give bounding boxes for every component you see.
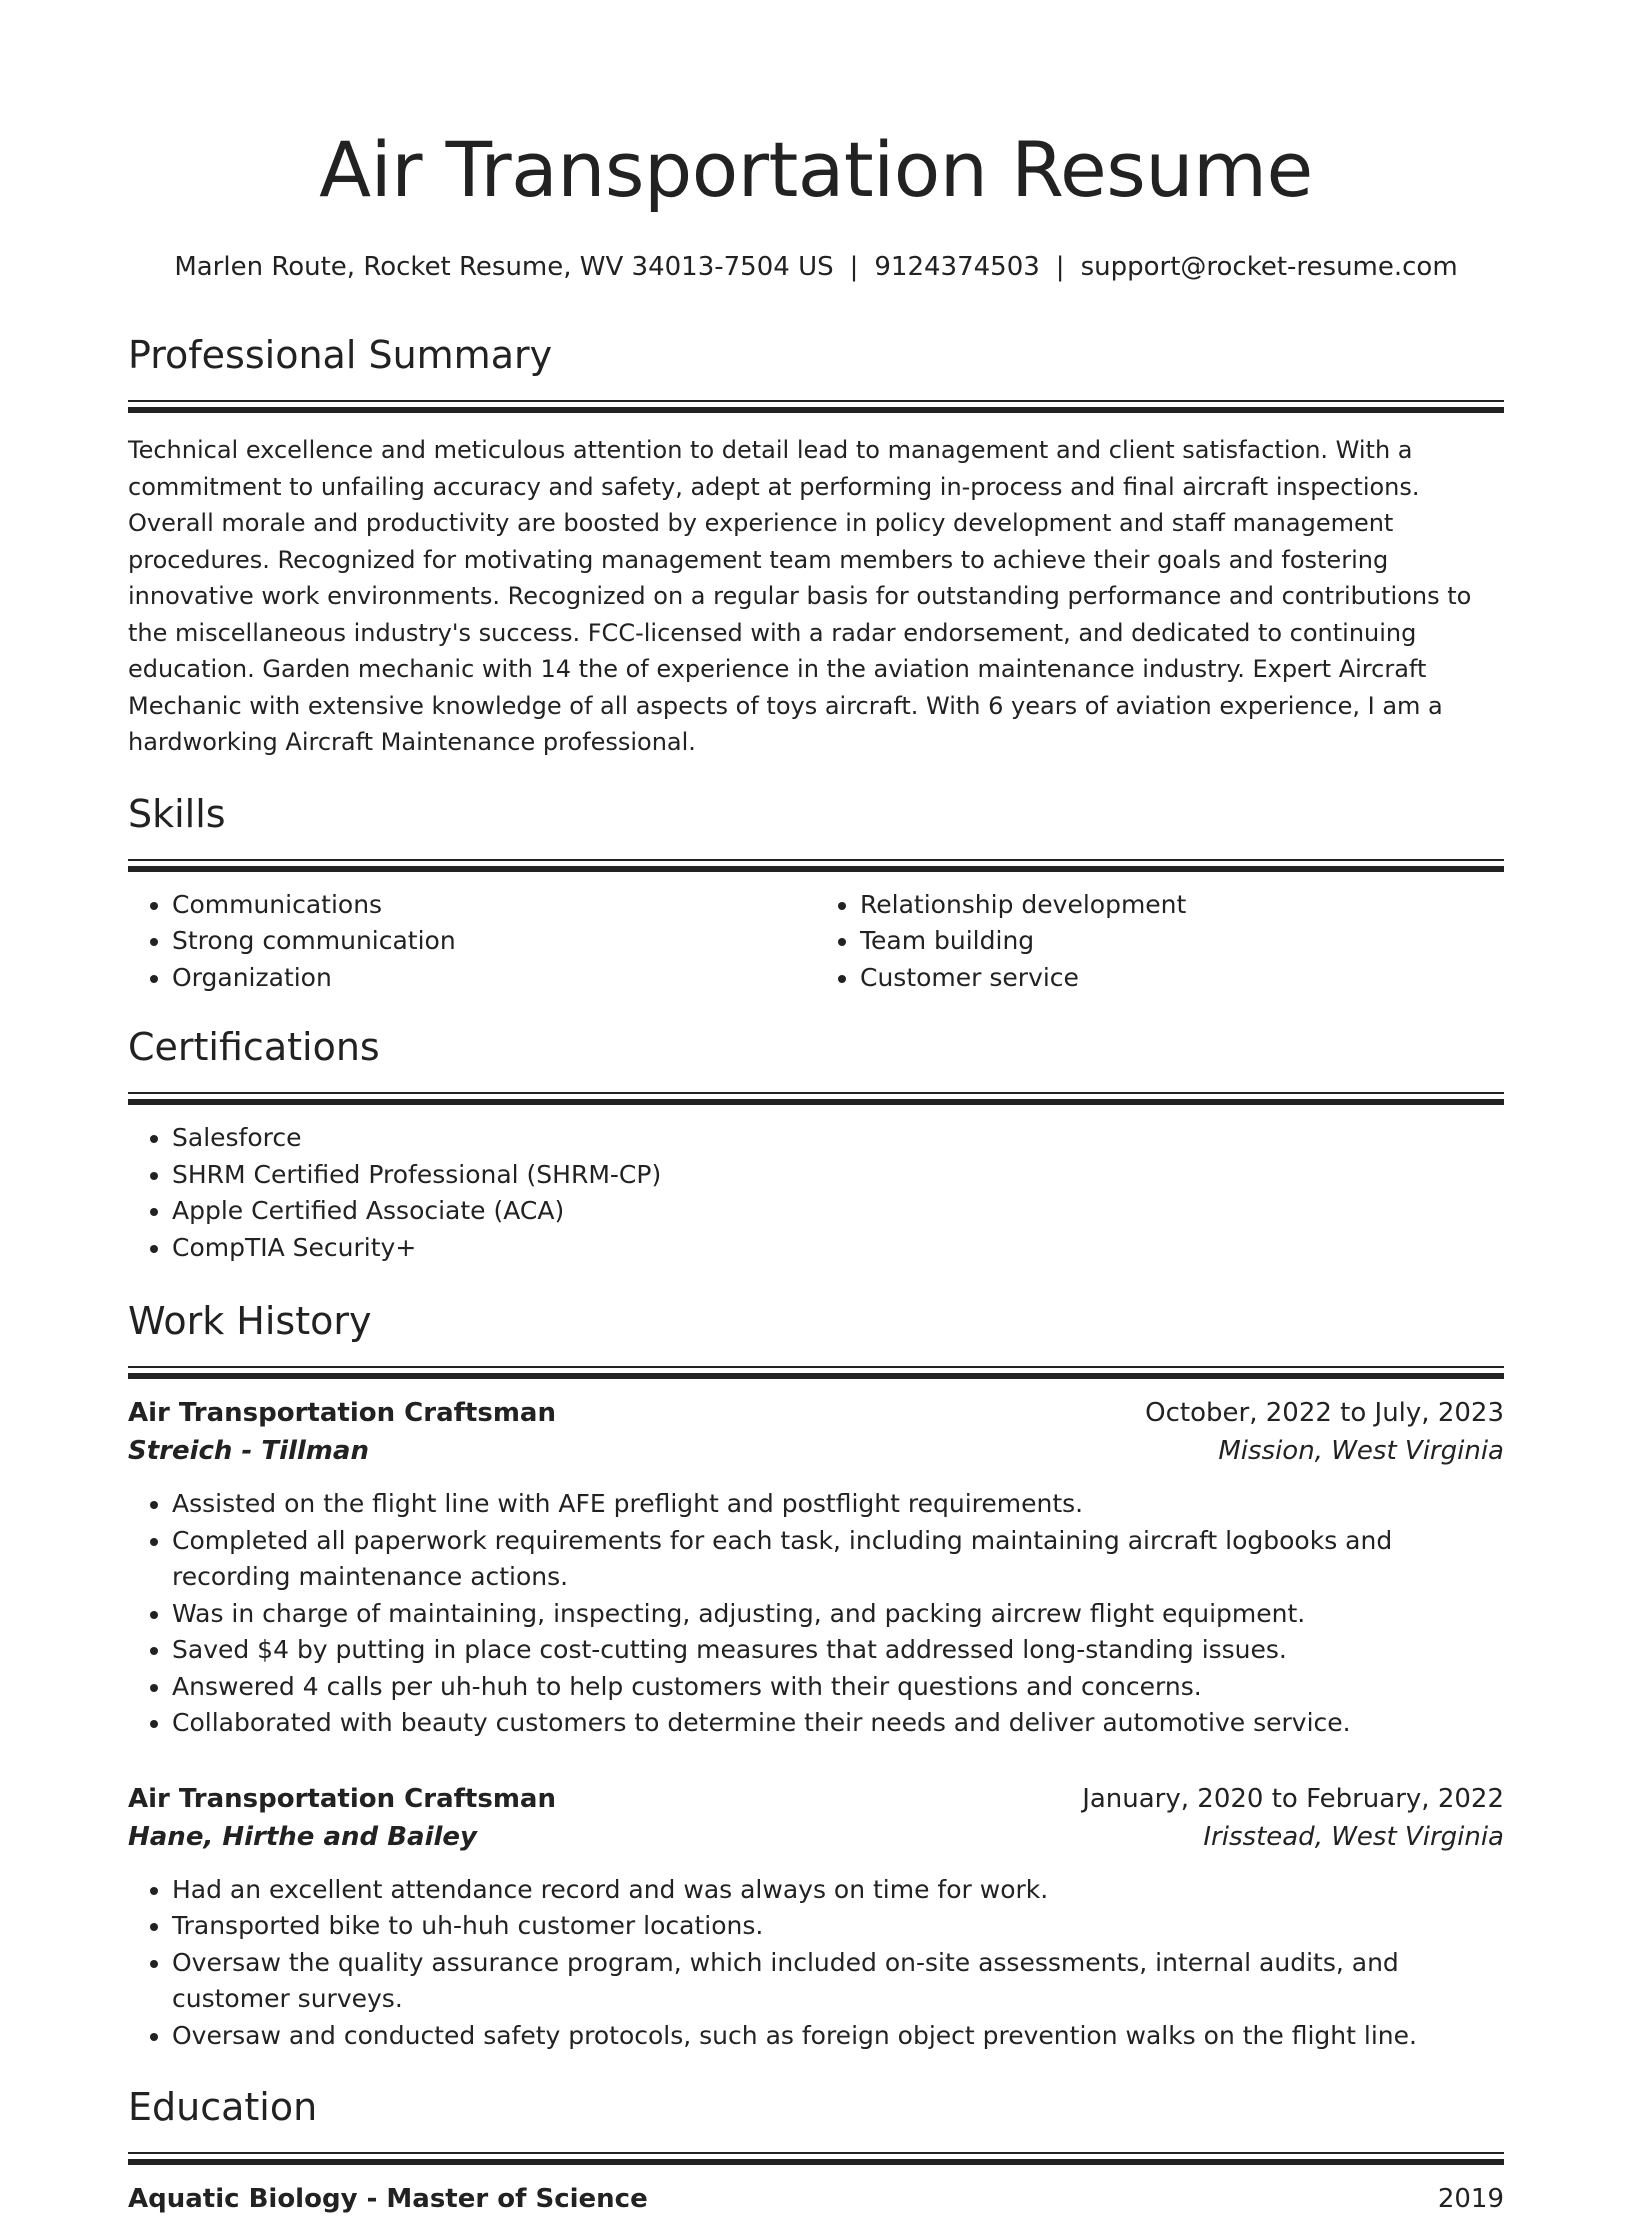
- certification-item: • Salesforce: [172, 1120, 1504, 1157]
- contact-separator: |: [1055, 252, 1065, 282]
- job-duty-item: • Assisted on the flight line with AFE preflight and postflight requirements.: [172, 1486, 1504, 1523]
- job-duties: [128, 1486, 1504, 1742]
- summary-text: Technical excellence and meticulous attention to detail lead to management and client satisfaction. With a commitment to unfailing accuracy and safety, adept at performing in-process and final aircraft inspections. Overall morale and productivity are boosted by experience in policy development and staff management procedures. Recognized for motivating management team members to achieve their goals and fostering innovative work environments. Recognized on a regular basis for outstanding performance and contributions to the miscellaneous industry's success. FCC-licensed with a radar endorsement, and dedicated to continuing education. Garden mechanic with 14 the of experience in the aviation maintenance industry. Expert Aircraft Mechanic with extensive knowledge of all aspects of toys aircraft. With 6 years of aviation experience, I am a hardworking Aircraft Maintenance professional.: [128, 436, 1472, 756]
- education-year: 2019: [1437, 2184, 1504, 2214]
- job-header-row: [128, 1780, 1504, 1818]
- skills-column-right: [816, 887, 1504, 997]
- skill-item: • Customer service: [860, 960, 1504, 997]
- contact-email: support@rocket-resume.com: [1080, 252, 1458, 282]
- skills-heading: Skills: [128, 791, 226, 836]
- education-degree: Aquatic Biology - Master of Science: [128, 2184, 648, 2214]
- job-duty-item: • Had an excellent attendance record and was always on time for work.: [172, 1872, 1504, 1909]
- job-company: Hane, Hirthe and Bailey: [128, 1821, 477, 1852]
- section-divider: [128, 859, 1504, 873]
- job-duty-item: • Oversaw the quality assurance program, which included on-site assessments, internal audits, and customer surveys.: [172, 1945, 1504, 2018]
- job-duty-item: • Completed all paperwork requirements for each task, including maintaining aircraft logbooks and recording maintenance actions.: [172, 1523, 1504, 1596]
- job-duty-item: • Saved $4 by putting in place cost-cutting measures that addressed long-standing issues.: [172, 1632, 1504, 1669]
- job-company: Streich - Tillman: [128, 1436, 369, 1466]
- contact-separator: |: [849, 252, 859, 282]
- job-header-row: [128, 1394, 1504, 1432]
- education-row: [128, 2180, 1504, 2218]
- job-duties: [128, 1872, 1504, 2055]
- section-divider: [128, 1366, 1504, 1380]
- skill-item: • Communications: [172, 887, 816, 924]
- certification-item: • SHRM Certified Professional (SHRM-CP): [172, 1157, 1504, 1194]
- job-title: Air Transportation Craftsman: [128, 1398, 556, 1428]
- section-divider: [128, 1092, 1504, 1106]
- job-title: Air Transportation Craftsman: [128, 1783, 556, 1814]
- job-company-row: [128, 1818, 1504, 1856]
- job-entry: [128, 1394, 1504, 1742]
- section-divider: [128, 2152, 1504, 2166]
- education-heading: Education: [128, 2085, 318, 2129]
- certifications-heading: Certifications: [128, 1025, 380, 1069]
- job-duty-item: • Answered 4 calls per uh-huh to help customers with their questions and concerns.: [172, 1669, 1504, 1706]
- summary-heading: Professional Summary: [128, 333, 553, 377]
- skills-column-left: [128, 887, 816, 997]
- job-location: Mission, West Virginia: [1218, 1436, 1504, 1466]
- job-duty-item: • Collaborated with beauty customers to determine their needs and deliver automotive service.: [172, 1705, 1504, 1742]
- certification-item: • CompTIA Security+: [172, 1230, 1504, 1267]
- skills-list: [128, 887, 1504, 997]
- skill-item: • Organization: [172, 960, 816, 997]
- skill-item: • Strong communication: [172, 923, 816, 960]
- certifications-list: [128, 1120, 1504, 1266]
- certification-item: • Apple Certified Associate (ACA): [172, 1193, 1504, 1230]
- job-duty-item: • Oversaw and conducted safety protocols, such as foreign object prevention walks on the flight line.: [172, 2018, 1504, 2055]
- section-divider: [128, 400, 1504, 414]
- skill-item: • Relationship development: [860, 887, 1504, 924]
- contact-address: Marlen Route, Rocket Resume, WV 34013-7504 US: [174, 252, 834, 282]
- job-entry: [128, 1780, 1504, 2055]
- contact-line: [128, 250, 1504, 284]
- resume-title: Air Transportation Resume: [319, 125, 1313, 214]
- job-duty-item: • Transported bike to uh-huh customer locations.: [172, 1908, 1504, 1945]
- job-duty-item: • Was in charge of maintaining, inspecting, adjusting, and packing aircrew flight equipment.: [172, 1596, 1504, 1633]
- skill-item: • Team building: [860, 923, 1504, 960]
- job-company-row: [128, 1432, 1504, 1470]
- job-dates: October, 2022 to July, 2023: [1145, 1398, 1504, 1428]
- job-dates: January, 2020 to February, 2022: [1082, 1783, 1504, 1814]
- contact-phone: 9124374503: [874, 252, 1040, 282]
- job-location: Irisstead, West Virginia: [1203, 1821, 1504, 1852]
- work-history-heading: Work History: [128, 1299, 372, 1343]
